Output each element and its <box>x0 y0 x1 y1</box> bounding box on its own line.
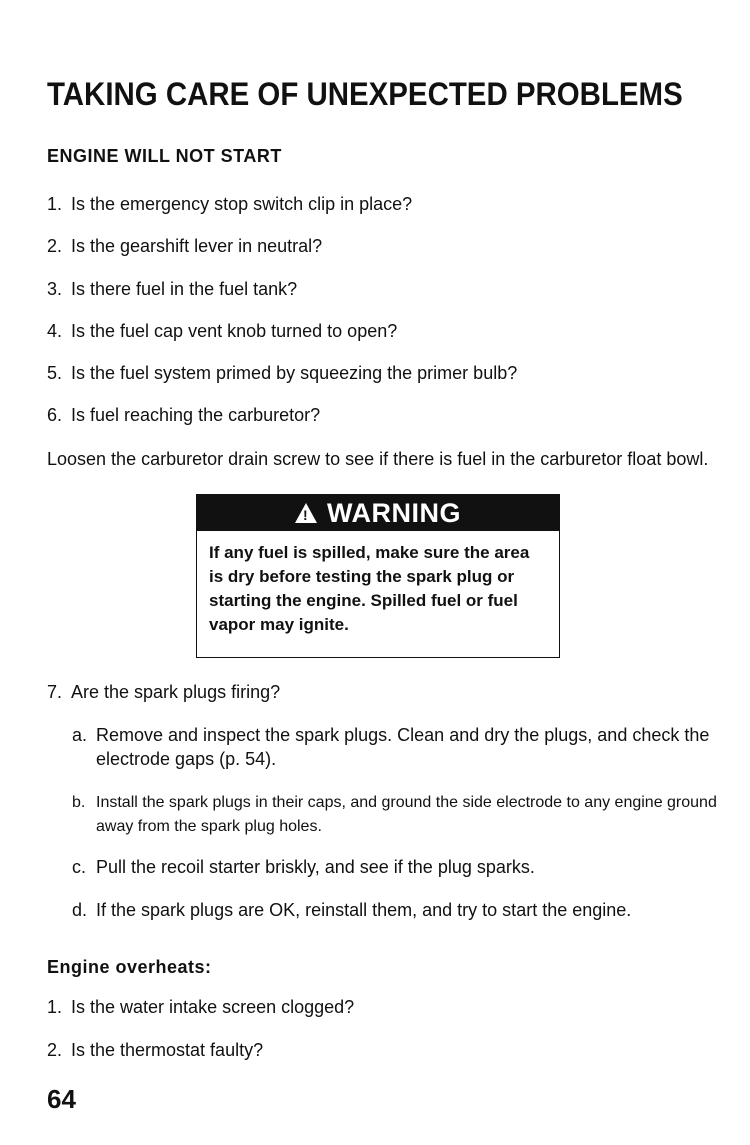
overheat-question-1 <box>47 997 354 1018</box>
step-text: Pull the recoil starter briskly, and see if the plug sparks. <box>96 857 535 877</box>
step-b <box>72 791 722 839</box>
warning-box <box>196 494 560 658</box>
question-text: Is the thermostat faulty? <box>71 1040 264 1060</box>
step-text: Remove and inspect the spark plugs. Clean and dry the plugs, and check the electrode gaps (p. 54). <box>96 725 710 769</box>
question-number: 6. <box>47 405 63 425</box>
warning-text: If any fuel is spilled, make sure the area is dry before testing the spark plug or starting the engine. Spilled fuel or fuel vapor may ignite. <box>209 543 530 634</box>
step-letter: b. <box>72 794 86 811</box>
question-text: Is fuel reaching the carburetor? <box>71 405 321 425</box>
question-text: Is the fuel cap vent knob turned to open? <box>71 321 398 341</box>
question-4 <box>47 321 397 342</box>
question-text: Is the water intake screen clogged? <box>71 997 355 1017</box>
question-number: 3. <box>47 279 63 299</box>
step-letter: d. <box>72 900 88 920</box>
question-number: 1. <box>47 194 63 214</box>
question-number: 4. <box>47 321 63 341</box>
step-c <box>72 855 722 879</box>
question-6 <box>47 405 320 426</box>
question-number: 7. <box>47 682 63 702</box>
question-number: 5. <box>47 363 63 383</box>
question-2 <box>47 236 322 257</box>
question-3 <box>47 279 297 300</box>
page-title: TAKING CARE OF UNEXPECTED PROBLEMS <box>47 76 683 112</box>
step-d <box>72 898 722 922</box>
warning-label: WARNING <box>327 497 461 528</box>
question-text: Are the spark plugs firing? <box>71 682 281 702</box>
question-text: Is there fuel in the fuel tank? <box>71 279 298 299</box>
question-7 <box>47 682 280 703</box>
step-text: If the spark plugs are OK, reinstall them, and try to start the engine. <box>96 900 632 920</box>
step-a <box>72 723 722 771</box>
question-1 <box>47 194 412 215</box>
question-number: 2. <box>47 1040 63 1060</box>
question-number: 2. <box>47 236 63 256</box>
warning-triangle-icon <box>295 503 317 523</box>
question-number: 1. <box>47 997 63 1017</box>
question-text: Is the fuel system primed by squeezing the primer bulb? <box>71 363 518 383</box>
question-5 <box>47 363 517 384</box>
page-number: 64 <box>47 1084 76 1114</box>
step-letter: a. <box>72 725 88 745</box>
warning-header <box>197 495 559 531</box>
section-heading-engine-will-not-start: ENGINE WILL NOT START <box>47 146 282 166</box>
question-text: Is the emergency stop switch clip in place? <box>71 194 413 214</box>
section-heading-engine-overheats: Engine overheats: <box>47 957 212 977</box>
loosen-drain-screw-text: Loosen the carburetor drain screw to see if there is fuel in the carburetor float bowl. <box>47 449 709 469</box>
question-text: Is the gearshift lever in neutral? <box>71 236 323 256</box>
step-text: Install the spark plugs in their caps, and ground the side electrode to any engine ground away from the spark plug holes. <box>96 794 717 835</box>
overheat-question-2 <box>47 1040 263 1061</box>
step-letter: c. <box>72 857 87 877</box>
